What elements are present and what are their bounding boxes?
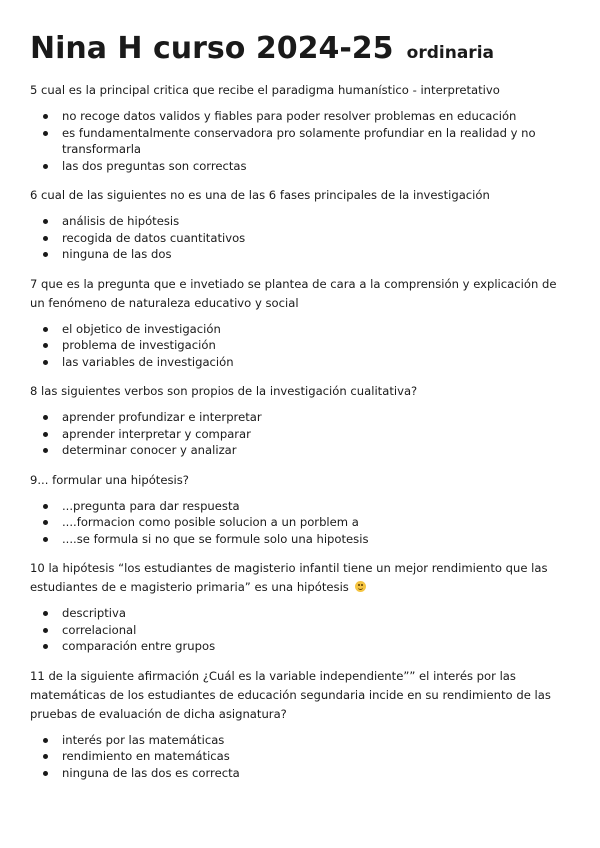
- title-main: Nina H curso 2024-25: [30, 31, 394, 66]
- question-5-options: [30, 108, 570, 174]
- option-item: recogida de datos cuantitativos: [52, 230, 570, 247]
- option-item: descriptiva: [52, 605, 570, 622]
- question-7-options: [30, 321, 570, 371]
- option-item: interés por las matemáticas: [52, 732, 570, 749]
- document-title: [30, 30, 570, 65]
- question-6-options: [30, 213, 570, 263]
- question-7-text: 7 que es la pregunta que e invetiado se plantea de cara a la comprensión y explicación de un fenómeno de naturaleza educativo y social: [30, 276, 557, 310]
- question-6-text: 6 cual de las siguientes no es una de las 6 fases principales de la investigación: [30, 188, 490, 203]
- option-item: ....formacion como posible solucion a un porblem a: [52, 514, 570, 531]
- option-item: no recoge datos validos y fiables para poder resolver problemas en educación: [52, 108, 570, 125]
- question-block-11: [30, 667, 570, 782]
- option-item: ninguna de las dos: [52, 246, 570, 263]
- question-8-options: [30, 409, 570, 459]
- question-block-7: [30, 275, 570, 371]
- option-item: correlacional: [52, 622, 570, 639]
- option-item: es fundamentalmente conservadora pro solamente profundiar en la realidad y no transformarla: [52, 125, 570, 158]
- option-item: análisis de hipótesis: [52, 213, 570, 230]
- question-5-text: 5 cual es la principal critica que recibe el paradigma humanístico - interpretativo: [30, 83, 500, 98]
- question-block-5: [30, 81, 570, 174]
- option-item: ....se formula si no que se formule solo una hipotesis: [52, 531, 570, 548]
- option-item: aprender profundizar e interpretar: [52, 409, 570, 426]
- option-item: el objetico de investigación: [52, 321, 570, 338]
- question-block-8: [30, 382, 570, 459]
- option-item: ninguna de las dos es correcta: [52, 765, 570, 782]
- question-8-text: 8 las siguientes verbos son propios de la investigación cualitativa?: [30, 384, 418, 399]
- title-subtitle: ordinaria: [406, 43, 494, 63]
- question-block-9: [30, 471, 570, 548]
- question-block-10: [30, 559, 570, 655]
- option-item: determinar conocer y analizar: [52, 442, 570, 459]
- option-item: las dos preguntas son correctas: [52, 158, 570, 175]
- option-item: aprender interpretar y comparar: [52, 426, 570, 443]
- question-11-options: [30, 732, 570, 782]
- option-item: ...pregunta para dar respuesta: [52, 498, 570, 515]
- question-block-6: [30, 186, 570, 263]
- question-10-label: 10 la hipótesis “los estudiantes de magisterio infantil tiene un mejor rendimiento que las estudiantes de e magisterio primaria” es una hipótesis: [30, 561, 548, 595]
- option-item: las variables de investigación: [52, 354, 570, 371]
- option-item: problema de investigación: [52, 337, 570, 354]
- option-item: comparación entre grupos: [52, 638, 570, 655]
- question-10-text: [30, 559, 570, 597]
- question-9-options: [30, 498, 570, 548]
- smiling-face-emoji-icon: [355, 581, 366, 592]
- question-11-text: 11 de la siguiente afirmación ¿Cuál es la variable independiente”” el interés por las matemáticas de los estudiantes de educación segundaria incide en su rendimiento de las pruebas de evaluación de dicha asignatura?: [30, 668, 551, 721]
- question-10-options: [30, 605, 570, 655]
- option-item: rendimiento en matemáticas: [52, 748, 570, 765]
- question-9-text: 9... formular una hipótesis?: [30, 472, 189, 487]
